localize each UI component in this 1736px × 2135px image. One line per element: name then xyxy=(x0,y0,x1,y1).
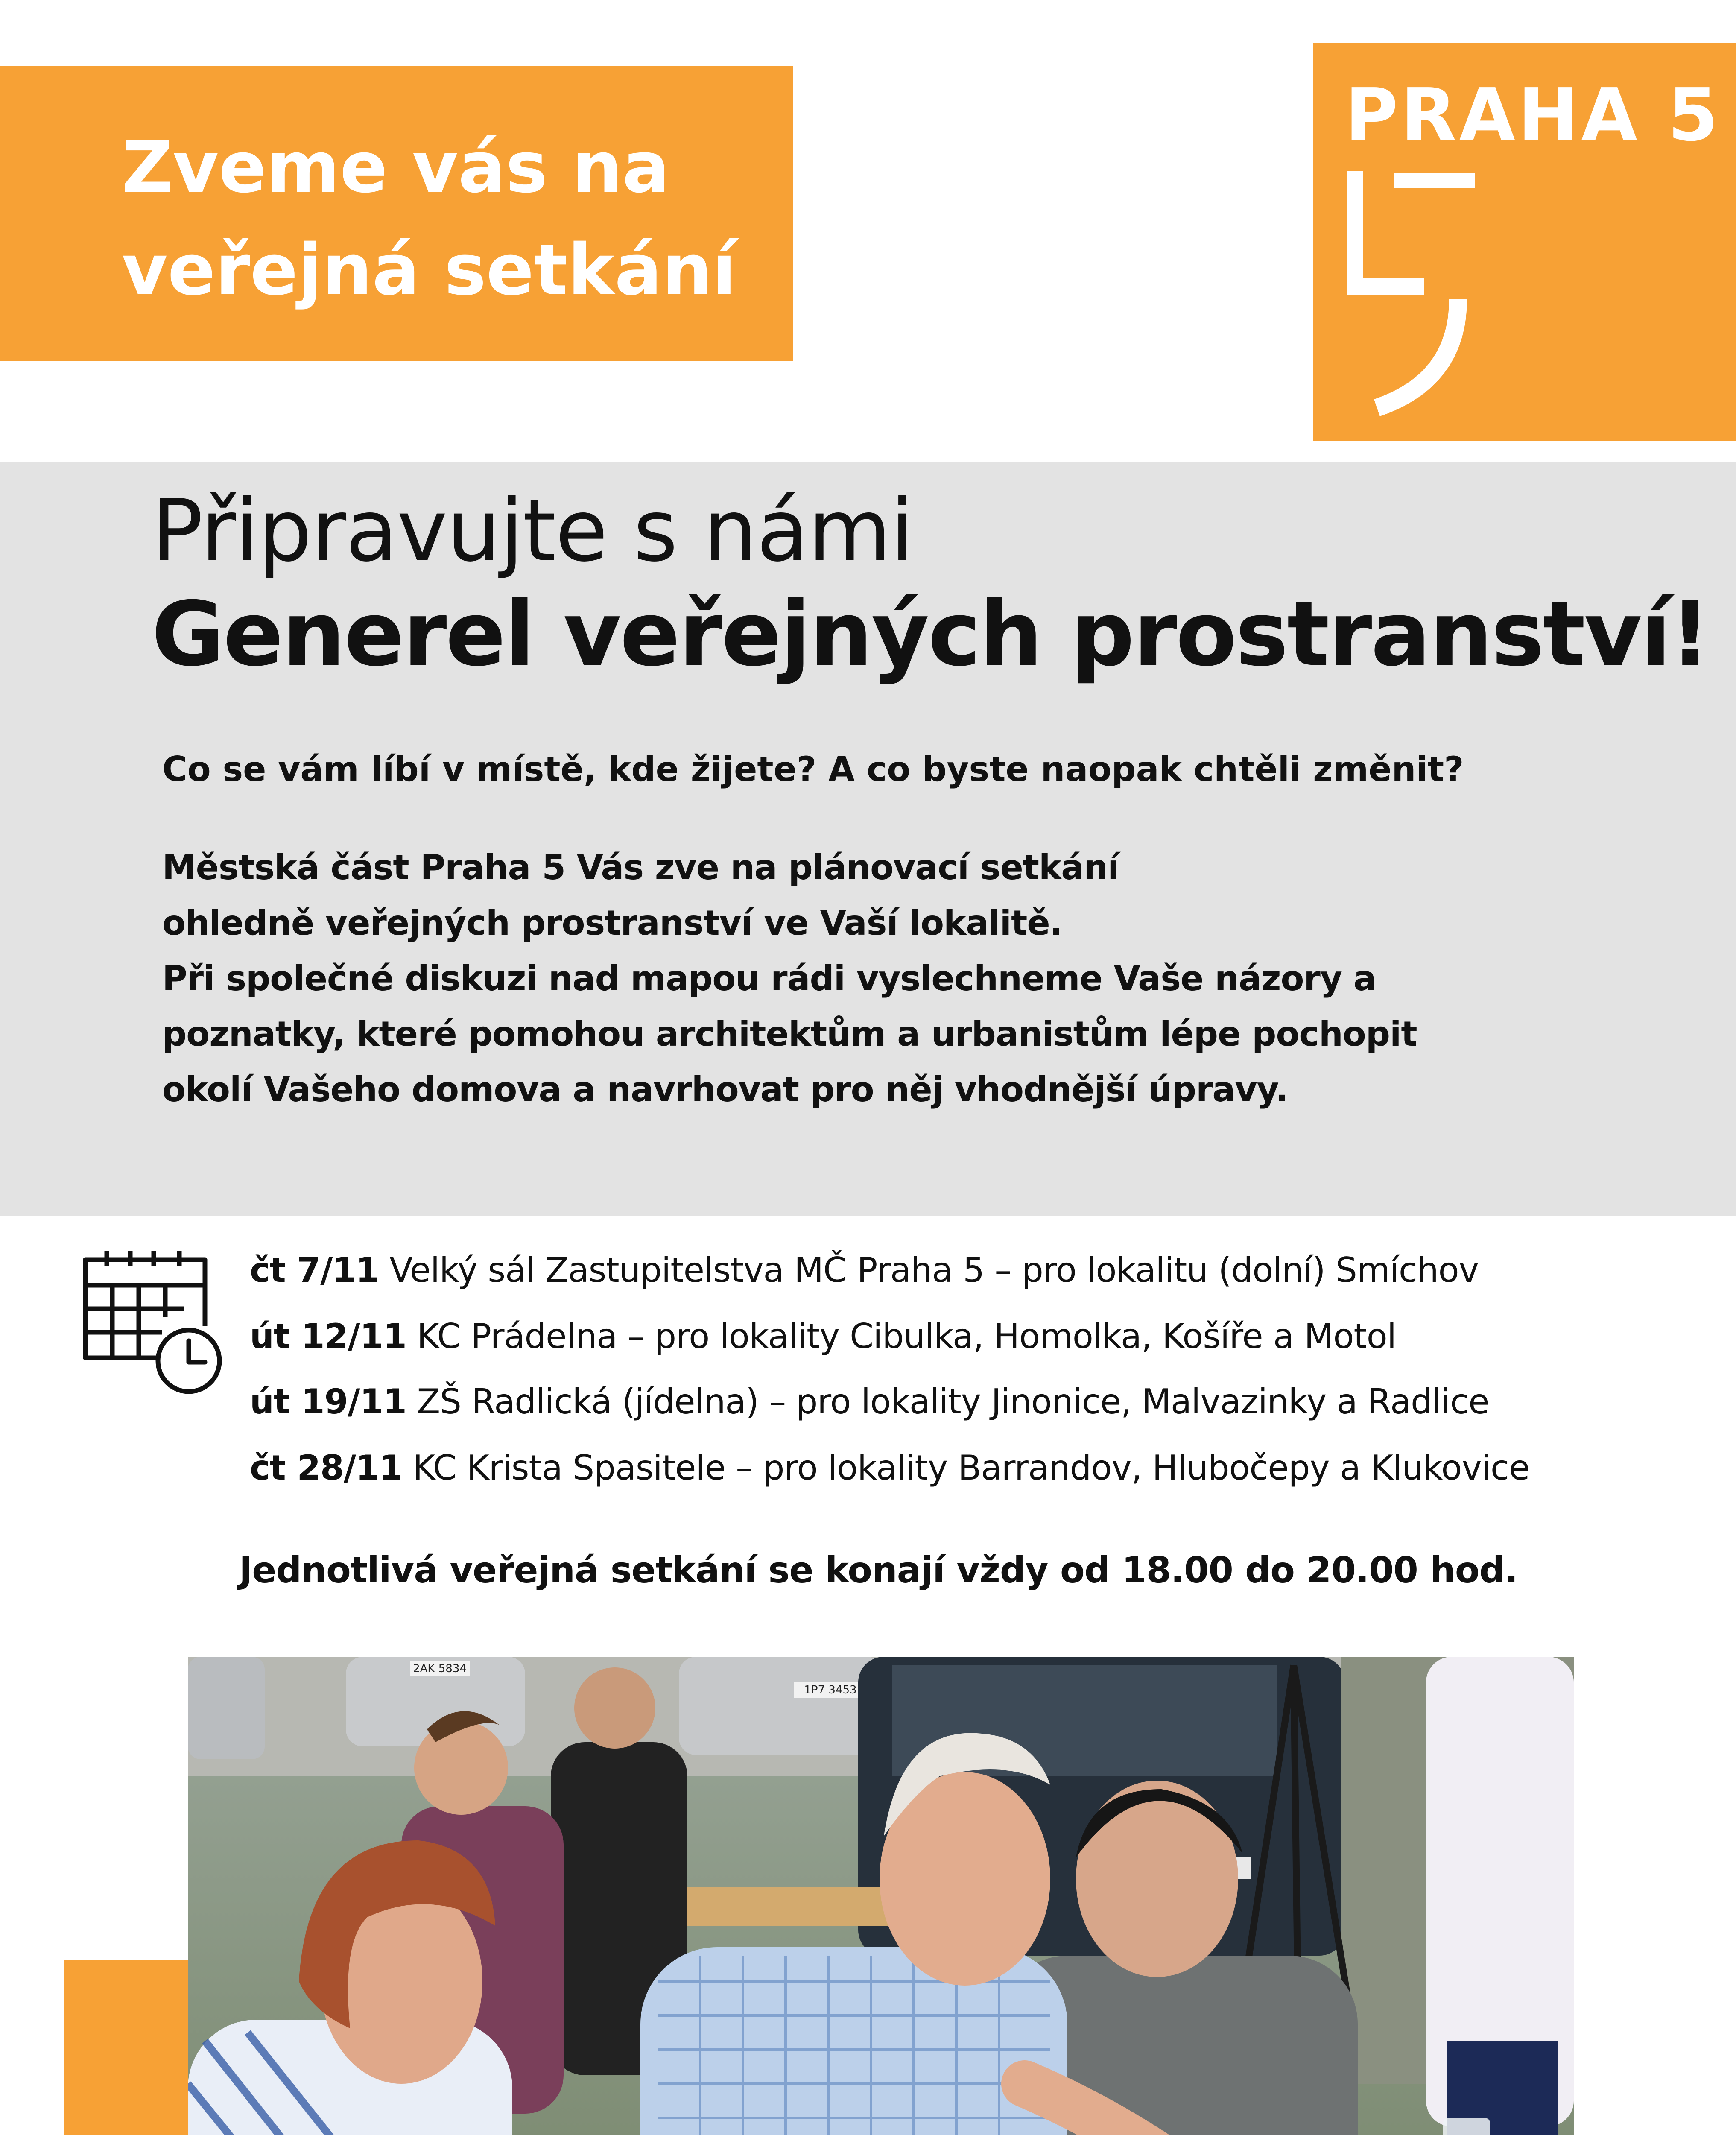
headline-bold: Generel veřejných prostranství! xyxy=(152,583,1709,686)
event-item xyxy=(250,1382,1489,1421)
event-item xyxy=(250,1448,1530,1488)
question-text: Co se vám líbí v místě, kde žijete? A co byste naopak chtěli změnit? xyxy=(162,749,1464,789)
license-plate: 1P7 3453 xyxy=(804,1684,857,1696)
license-plate: 2AK 5834 xyxy=(413,1662,467,1675)
event-item xyxy=(250,1250,1479,1290)
invitation-line-2: veřejná setkání xyxy=(122,229,736,311)
paragraph-line: Při společné diskuzi nad mapou rádi vyslechneme Vaše názory a xyxy=(162,959,1376,998)
calendar-clock-icon xyxy=(77,1249,224,1394)
event-text: ZŠ Radlická (jídelna) – pro lokality Jinonice, Malvazinky a Radlice xyxy=(417,1382,1489,1421)
event-date: čt 7/11 xyxy=(250,1250,379,1290)
event-item xyxy=(250,1316,1396,1356)
headline-light: Připravujte s námi xyxy=(152,481,913,581)
praha5-logo xyxy=(1313,43,1736,441)
invitation-line-1: Zveme vás na xyxy=(122,126,670,208)
logo-text: PRAHA 5 xyxy=(1345,73,1721,158)
event-date: út 19/11 xyxy=(250,1382,406,1421)
paragraph-line: ohledně veřejných prostranství ve Vaší lokalitě. xyxy=(162,903,1062,943)
meeting-photo xyxy=(188,1657,1574,2135)
event-date: út 12/11 xyxy=(250,1316,406,1356)
intro-banner xyxy=(0,462,1736,1216)
logo-5-mark-icon xyxy=(1313,43,1736,441)
invitation-banner xyxy=(0,66,793,361)
event-text: KC Prádelna – pro lokality Cibulka, Homolka, Košíře a Motol xyxy=(417,1316,1396,1356)
event-text: Velký sál Zastupitelstva MČ Praha 5 – pro lokalitu (dolní) Smíchov xyxy=(389,1250,1479,1290)
paragraph-line: poznatky, které pomohou architektům a urbanistům lépe pochopit xyxy=(162,1014,1417,1054)
event-text: KC Krista Spasitele – pro lokality Barrandov, Hlubočepy a Klukovice xyxy=(412,1448,1530,1488)
paragraph-line: Městská část Praha 5 Vás zve na plánovací setkání xyxy=(162,848,1119,887)
meeting-photo-illustration xyxy=(188,1657,1574,2135)
event-date: čt 28/11 xyxy=(250,1448,403,1488)
meeting-time-note: Jednotlivá veřejná setkání se konají vždy od 18.00 do 20.00 hod. xyxy=(239,1549,1518,1591)
decorative-orange-block xyxy=(64,1960,195,2135)
paragraph-line: okolí Vašeho domova a navrhovat pro něj vhodnější úpravy. xyxy=(162,1070,1288,1109)
